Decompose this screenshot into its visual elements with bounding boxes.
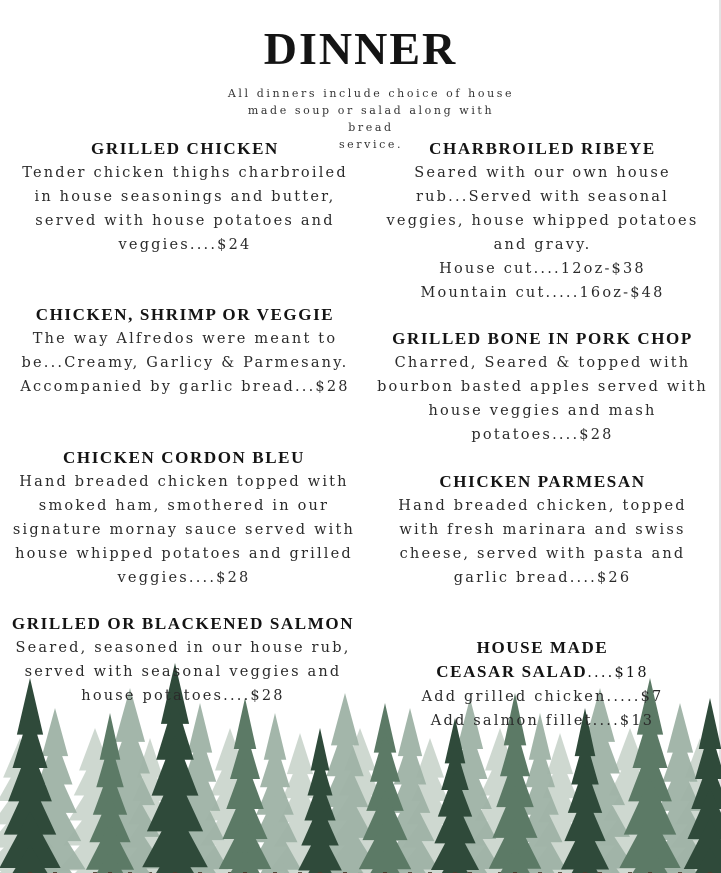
- item-name: HOUSE MADE CEASAR SALAD....$18: [436, 638, 649, 681]
- item-name: CHICKEN CORDON BLEU: [63, 448, 305, 467]
- menu-item-grilled-chicken: [5, 137, 365, 257]
- item-description: Hand breaded chicken topped with smoked ham, smothered in our signature mornay sauce served with house whipped potatoes and grilled veggies....$28: [12, 474, 356, 586]
- menu-item-ribeye: [370, 137, 715, 305]
- item-description: Seared, seasoned in our house rub, served with seasonal veggies and house potatoes....$28: [15, 640, 351, 704]
- menu-item-chicken-parmesan: [370, 470, 715, 590]
- item-name: CHARBROILED RIBEYE: [429, 139, 656, 158]
- menu-item-cordon-bleu: [3, 446, 365, 590]
- item-name: GRILLED OR BLACKENED SALMON: [11, 614, 355, 633]
- item-description: Charred, Seared & topped with bourbon basted apples served with house veggies and mash potatoes....$28: [377, 355, 708, 443]
- menu-subtitle: All dinners include choice of house made soup or salad along with bread service.: [227, 87, 515, 151]
- menu-title: DINNER: [263, 23, 458, 74]
- item-description: Tender chicken thighs charbroiled in house seasonings and butter, served with house potatoes and veggies....$24: [22, 165, 348, 253]
- item-name: CHICKEN PARMESAN: [439, 472, 646, 491]
- item-name: GRILLED CHICKEN: [91, 139, 279, 158]
- menu-item-alfredo: [5, 303, 365, 399]
- menu-item-pork-chop: [370, 327, 715, 447]
- item-description: Seared with our own house rub...Served with seasonal veggies, house whipped potatoes and gravy. House cut....12oz-$38 Mountain cut.....16oz-$48: [386, 165, 699, 301]
- item-description: Hand breaded chicken, topped with fresh marinara and swiss cheese, served with pasta and garlic bread....$26: [398, 498, 687, 586]
- menu-item-caesar-salad: [370, 636, 715, 733]
- item-name: GRILLED BONE IN PORK CHOP: [392, 329, 693, 348]
- item-name: CHICKEN, SHRIMP OR VEGGIE: [35, 305, 335, 324]
- menu-item-salmon: [3, 612, 363, 708]
- item-description: The way Alfredos were meant to be...Creamy, Garlicy & Parmesany. Accompanied by garlic bread...$28: [20, 331, 350, 395]
- item-description: Add grilled chicken.....$7 Add salmon fillet....$13: [421, 689, 664, 729]
